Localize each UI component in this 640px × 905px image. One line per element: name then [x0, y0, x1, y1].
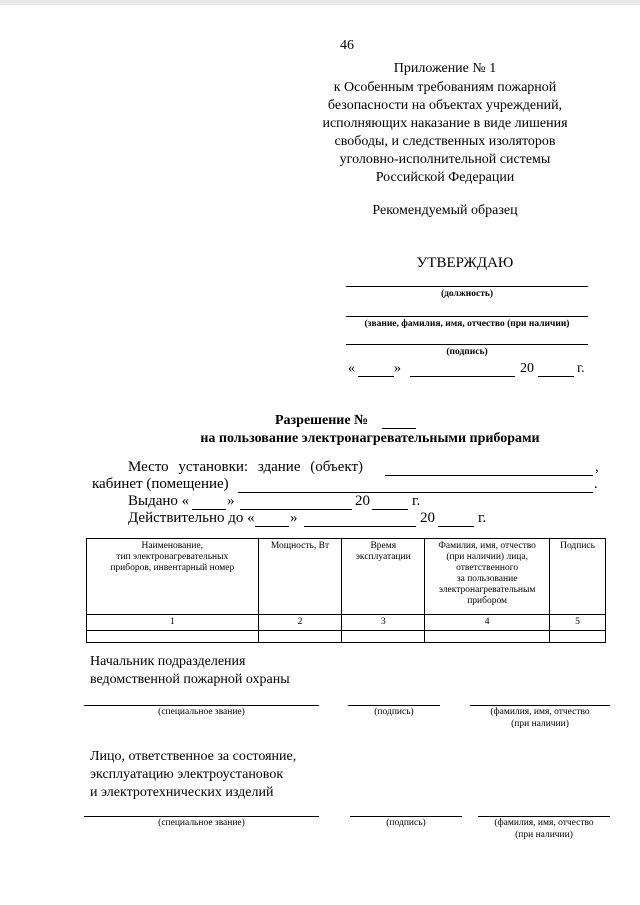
responsible-rank-line	[84, 816, 319, 817]
permit-number-line	[382, 428, 416, 429]
responsible-sign-line	[350, 816, 462, 817]
valid-suffix: г.	[478, 510, 487, 526]
valid-close: »	[290, 510, 298, 526]
responsible-name-caption2: (при наличии)	[515, 830, 573, 840]
position-caption: (должность)	[440, 289, 494, 299]
permit-title: Разрешение №	[275, 413, 369, 428]
issued-label: Выдано «	[128, 493, 190, 509]
valid-year-line	[438, 526, 474, 527]
approve-day-line	[358, 376, 394, 377]
appendix-title: Приложение № 1	[393, 61, 497, 76]
chief-sign-line	[348, 705, 440, 706]
chief-name-caption: (фамилия, имя, отчество	[490, 707, 590, 717]
appendix-line: исполняющих наказание в виде лишения	[322, 116, 568, 131]
issued-year-line	[372, 509, 408, 510]
place-line	[385, 475, 593, 476]
table-header-row	[87, 539, 606, 615]
sample-note: Рекомендуемый образец	[372, 203, 518, 218]
chief-rank-line	[84, 705, 319, 706]
responsible-rank-caption: (специальное звание)	[158, 818, 245, 828]
table-cell	[342, 631, 425, 643]
table-cell	[425, 631, 550, 643]
chief-line2: ведомственной пожарной охраны	[90, 672, 290, 687]
approve-year-prefix: 20	[520, 361, 534, 376]
col-number: 5	[550, 615, 606, 631]
cabinet-end: .	[594, 476, 598, 492]
approve-title: УТВЕРЖДАЮ	[416, 255, 514, 271]
responsible-sign-caption: (подпись)	[386, 818, 426, 828]
col-header-signature: Подпись	[550, 539, 606, 615]
appendix-line: свободы, и следственных изоляторов	[334, 134, 556, 149]
responsible-name-line	[478, 816, 610, 817]
responsible-line3: и электротехнических изделий	[90, 785, 274, 800]
signature-caption: (подпись)	[446, 347, 488, 357]
issued-close: »	[227, 493, 235, 509]
page-number: 46	[340, 38, 354, 53]
col-number: 2	[258, 615, 342, 631]
col-header-name: Наименование, тип электронагревательных приборов, инвентарный номер	[87, 539, 259, 615]
position-line	[346, 286, 588, 287]
scan-top-edge	[0, 0, 640, 5]
approve-month-line	[410, 376, 515, 377]
chief-line1: Начальник подразделения	[90, 654, 246, 669]
responsible-line2: эксплуатацию электроустановок	[90, 767, 284, 782]
chief-rank-caption: (специальное звание)	[158, 707, 245, 717]
valid-label: Действительно до «	[128, 510, 255, 526]
appendix-line: безопасности на объектах учреждений,	[327, 98, 563, 113]
valid-year: 20	[420, 510, 435, 526]
approve-date-open: «	[348, 361, 355, 376]
chief-name-line	[470, 705, 610, 706]
col-header-power: Мощность, Вт	[258, 539, 342, 615]
appendix-line: уголовно-исполнительной системы	[339, 152, 551, 167]
responsible-line1: Лицо, ответственное за состояние,	[90, 749, 297, 764]
approve-date-close: »	[394, 361, 401, 376]
table-cell	[550, 631, 606, 643]
table-cell	[258, 631, 342, 643]
signature-line	[346, 344, 588, 345]
appendix-line: к Особенным требованиям пожарной	[333, 80, 557, 95]
col-number: 4	[425, 615, 550, 631]
approve-year-suffix: г.	[577, 361, 585, 376]
devices-table	[86, 538, 606, 643]
valid-day-line	[255, 526, 289, 527]
permit-subtitle: на пользование электронагревательными приборами	[200, 431, 540, 446]
name-caption: (звание, фамилия, имя, отчество (при наличии)	[364, 319, 570, 329]
col-header-responsible: Фамилия, имя, отчество (при наличии) лица, ответственного за пользование электронагревательным прибором	[425, 539, 550, 615]
issued-suffix: г.	[412, 493, 421, 509]
approve-year-line	[538, 376, 574, 377]
place-label: Место установки: здание (объект)	[128, 459, 364, 475]
responsible-name-caption: (фамилия, имя, отчество	[494, 818, 594, 828]
table-cell	[87, 631, 259, 643]
chief-name-caption2: (при наличии)	[511, 719, 569, 729]
valid-month-line	[304, 526, 416, 527]
col-number: 3	[342, 615, 425, 631]
place-end: ,	[595, 459, 599, 475]
name-line	[346, 316, 588, 317]
col-header-time: Время эксплуатации	[342, 539, 425, 615]
chief-sign-caption: (подпись)	[374, 707, 414, 717]
col-number: 1	[87, 615, 259, 631]
table-row	[87, 631, 606, 643]
issued-year: 20	[355, 493, 370, 509]
appendix-line: Российской Федерации	[375, 170, 515, 185]
cabinet-label: кабинет (помещение)	[92, 476, 229, 492]
table-number-row	[87, 615, 606, 631]
